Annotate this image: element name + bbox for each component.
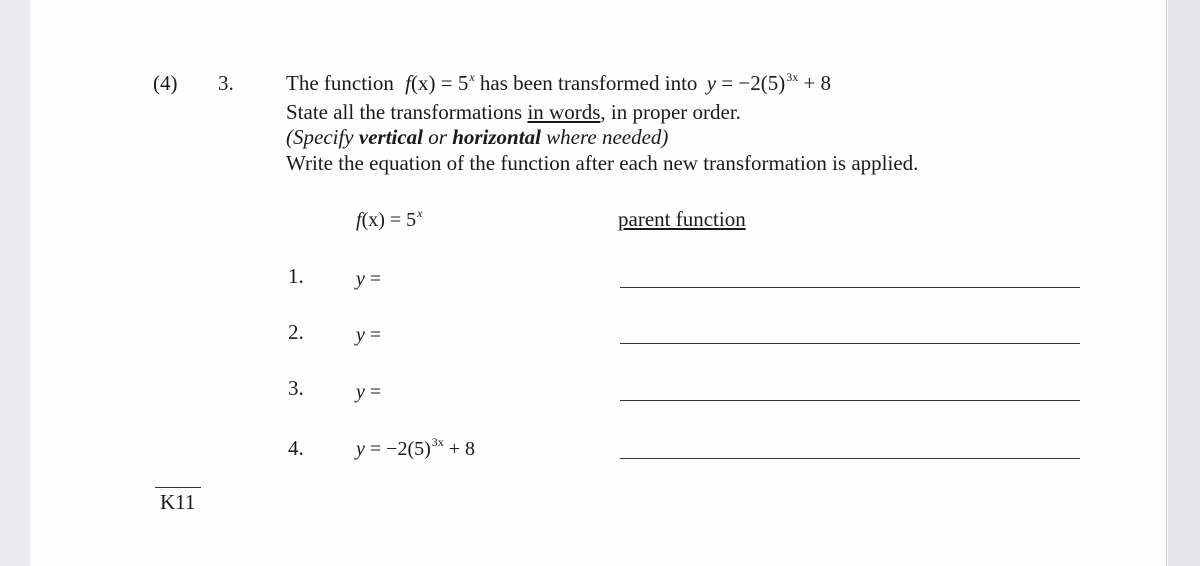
step-equation-3 [356,381,381,404]
line3-bold-horizontal: horizontal [452,125,541,149]
line3-open: (Specify [286,125,359,149]
line1-middle: has been transformed into [479,71,698,95]
parent-exp: x [417,206,423,220]
step3-eq: = [369,381,382,403]
parent-function-label: parent function [618,207,746,231]
step-number-1: 1. [288,264,304,288]
answer-line-1[interactable] [620,287,1080,288]
step-equation-4 [356,435,476,461]
line3-bold-vertical: vertical [358,125,424,149]
step-number-4: 4. [288,436,304,460]
answer-line-4[interactable] [620,458,1080,459]
line2-prefix: State all the transformations [286,100,528,124]
question-line-4: Write the equation of the function after each new transformation is applied. [286,151,919,175]
question-line-1 [286,70,832,95]
line1-rhs-tail: + 8 [803,71,832,95]
step4-tail: + 8 [448,438,476,460]
step1-y: y [356,268,365,290]
step4-exp: 3x [431,435,444,449]
parent-eq-base: = 5 [389,209,417,231]
step2-eq: = [369,324,382,346]
step4-y: y [356,438,365,460]
line1-rhs-base: = −2(5) [721,71,786,95]
line1-y: y [706,71,717,95]
step-number-2: 2. [288,320,304,344]
line1-exp: x [469,70,475,84]
line1-rhs-exp: 3x [786,70,799,84]
line1-f: f [405,71,411,95]
answer-line-3[interactable] [620,400,1080,401]
line3-mid: or [423,125,453,149]
page-margin [1168,0,1200,566]
answer-line-2[interactable] [620,343,1080,344]
step3-y: y [356,381,365,403]
question-line-2 [286,102,741,123]
line1-f-arg: (x) [410,71,436,95]
parent-function-equation [356,206,423,232]
line1-prefix: The function [286,71,394,95]
footer-code: K11 [160,490,196,514]
step-equation-2 [356,324,381,347]
step-number-3: 3. [288,376,304,400]
question-line-3 [286,127,668,148]
mark-value: (4) [153,71,178,95]
parent-f: f [356,209,362,231]
footer-code-rule [155,487,201,488]
question-number: 3. [218,71,234,95]
page-edge-rule [1166,0,1167,566]
step4-eq: = −2(5) [369,438,431,460]
line3-close: where needed) [540,125,669,149]
parent-arg: (x) [361,209,385,231]
line2-underlined: in words [527,100,601,124]
step1-eq: = [369,268,382,290]
line2-suffix: , in proper order. [600,100,741,124]
step2-y: y [356,324,365,346]
line1-equals-base: = 5 [440,71,469,95]
step-equation-1 [356,268,381,291]
